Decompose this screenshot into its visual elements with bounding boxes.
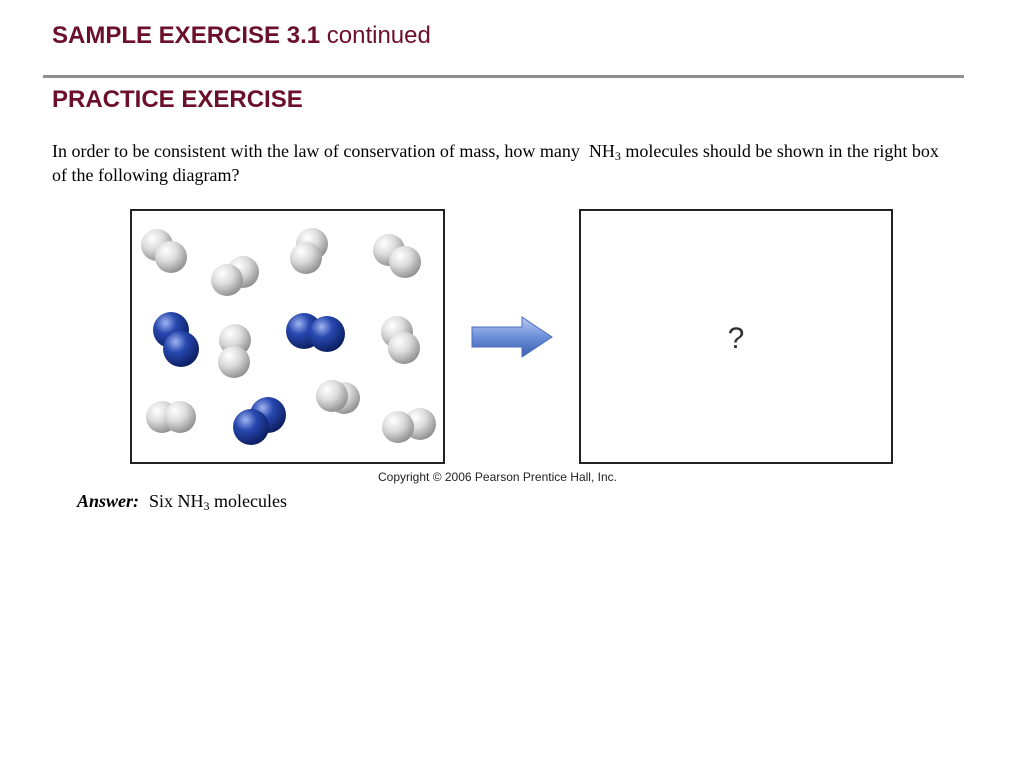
copyright-notice: Copyright © 2006 Pearson Prentice Hall, Inc. [378,470,617,484]
question-subscript: 3 [614,149,621,163]
title-suffix: continued [326,22,431,49]
question-mark: ? [727,322,745,355]
title-bold: SAMPLE EXERCISE 3.1 [52,22,321,49]
section-title: PRACTICE EXERCISE [52,86,303,113]
h2-molecule [316,380,360,414]
answer-subscript: 3 [203,499,210,513]
n2-molecule [286,313,345,352]
answer-line [77,491,287,512]
answer-text-after: molecules [209,491,288,511]
answer-text-before: Six NH [149,491,204,511]
question-text-after: molecules should be shown in the right box of the following diagram? [52,141,939,185]
h2-molecule [146,401,196,433]
h2-molecule [382,408,436,443]
reaction-arrow [472,317,552,357]
answer-label: Answer: [77,491,140,511]
question-text-before: In order to be consistent with the law of conservation of mass, how many NH [52,141,615,161]
h2-molecule [218,324,251,378]
